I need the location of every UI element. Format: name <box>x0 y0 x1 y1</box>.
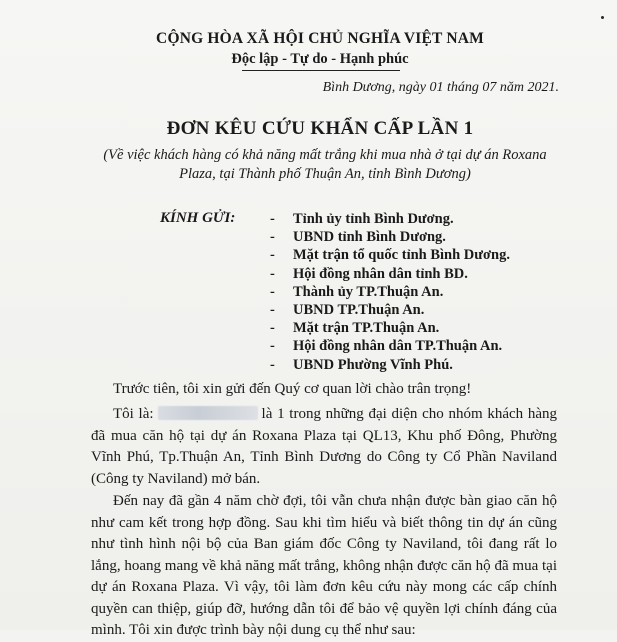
recipient-item: - Tỉnh ủy tỉnh Bình Dương. <box>270 211 454 227</box>
recipient-item: - Hội đồng nhân dân TP.Thuận An. <box>270 338 503 355</box>
recipient-item: - Mặt trận tổ quốc tỉnh Bình Dương. <box>270 247 510 264</box>
greeting-paragraph: Trước tiên, tôi xin gửi đến Quý cơ quan lời chào trân trọng! <box>113 381 472 397</box>
redacted-name <box>158 406 258 420</box>
national-motto: Độc lập - Tự do - Hạnh phúc <box>231 51 409 67</box>
recipient-item: - UBND tỉnh Bình Dương. <box>270 229 446 246</box>
national-title: CỘNG HÒA XÃ HỘI CHỦ NGHĨA VIỆT NAM <box>156 30 484 47</box>
recipient-item: - UBND Phường Vĩnh Phú. <box>270 356 453 373</box>
document-title: ĐƠN KÊU CỨU KHẨN CẤP LẦN 1 <box>166 118 474 139</box>
scan-speck <box>601 16 604 19</box>
motto-underline <box>242 70 400 71</box>
recipient-item: - UBND TP.Thuận An. <box>270 301 425 318</box>
recipients-label: KÍNH GỬI: <box>160 210 236 226</box>
main-paragraph: Đến nay đã gần 4 năm chờ đợi, tôi vẫn chưa nhận được bàn giao căn hộ như cam kết trong hợp đồng. Sau khi tìm hiểu và biết thông tin dự án cũng như tình hình nội bộ của Ban giám đốc Công ty Naviland, tôi đang rất lo lắng, hoang mang về khả năng mất trắng, không nhận được căn hộ đã mua tại dự án Roxana Plaza. Vì vậy, tôi làm đơn kêu cứu này mong các cấp chính quyền can thiệp, giúp đỡ, hướng dẫn tôi để bảo vệ quyền lợi chính đáng của mình. Tôi xin được trình bày nội dung cụ thể như sau: <box>91 493 557 638</box>
recipient-item: - Hội đồng nhân dân tỉnh BD. <box>270 265 468 282</box>
document-subtitle: (Về việc khách hàng có khả năng mất trắng khi mua nhà ở tại dự án Roxana Plaza, tại Thành phố Thuận An, tỉnh Bình Dương) <box>103 147 547 182</box>
intro-paragraph: Tôi là: là 1 trong những đại diện cho nhóm khách hàng đã mua căn hộ tại dự án Roxana Plaza tại QL13, Khu phố Đông, Phường Vĩnh Phú, Tp.Thuận An, Tỉnh Bình Dương do Công ty Cổ Phần Naviland (Công ty Naviland) mở bán. <box>91 406 557 487</box>
recipients-list <box>270 210 510 374</box>
recipient-item: - Mặt trận TP.Thuận An. <box>270 320 440 337</box>
recipient-item: - Thành ủy TP.Thuận An. <box>270 283 444 300</box>
document-date: Bình Dương, ngày 01 tháng 07 năm 2021. <box>322 80 559 95</box>
